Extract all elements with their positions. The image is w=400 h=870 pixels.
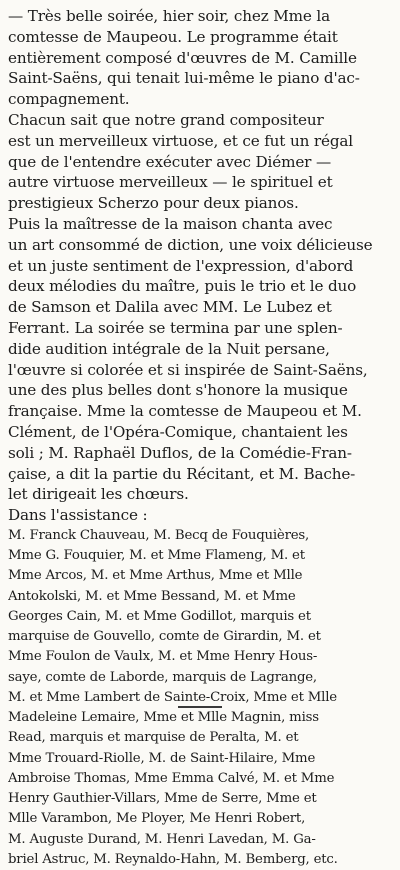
- text-line: est un merveilleux virtuose, et ce fut un régal: [8, 131, 354, 150]
- text-line: Puis la maîtresse de la maison chanta avec: [8, 214, 333, 233]
- text-line: compagnement.: [8, 90, 130, 109]
- text-line: entièrement composé d'œuvres de M. Camille: [8, 48, 357, 67]
- text-line: let dirigeait les chœurs.: [8, 485, 189, 504]
- text-line: comtesse de Maupeou. Le programme était: [8, 27, 338, 46]
- text-line: çaise, a dit la partie du Récitant, et M. Bache-: [8, 464, 356, 483]
- guest-line: Madeleine Lemaire, Mme et Mlle Magnin, miss: [8, 710, 319, 726]
- guest-line: Antokolski, M. et Mme Bessand, M. et Mme: [8, 588, 296, 604]
- text-line: prestigieux Scherzo pour deux pianos.: [8, 194, 299, 213]
- assistance-heading: Dans l'assistance :: [8, 506, 148, 525]
- guest-line: Mme Trouard-Riolle, M. de Saint-Hilaire, Mme: [8, 750, 316, 766]
- text-line: Saint-Saëns, qui tenait lui-même le piano d'ac-: [8, 69, 360, 88]
- text-line: dide audition intégrale de la Nuit persane,: [8, 339, 330, 358]
- text-line: un art consommé de diction, une voix délicieuse: [8, 235, 373, 254]
- paragraph-intro: [8, 6, 392, 110]
- guest-line: Georges Cain, M. et Mme Godillot, marquis et: [8, 608, 311, 624]
- text-line: que de l'entendre exécuter avec Diémer —: [8, 152, 331, 171]
- guest-line: marquise de Gouvello, comte de Girardin, M. et: [8, 629, 321, 645]
- text-line: une des plus belles dont s'honore la musique: [8, 381, 348, 400]
- text-line: Chacun sait que notre grand compositeur: [8, 110, 324, 129]
- text-line: autre virtuose merveilleux — le spirituel et: [8, 173, 333, 192]
- guest-line: M. Franck Chauveau, M. Becq de Fouquières,: [8, 527, 310, 543]
- section-divider: [178, 706, 222, 708]
- guest-line: Mme Arcos, M. et Mme Arthus, Mme et Mlle: [8, 568, 303, 584]
- newspaper-article: [8, 6, 392, 870]
- paragraph-guest-list: [8, 526, 392, 870]
- guest-line: Henry Gauthier-Villars, Mme de Serre, Mme et: [8, 791, 317, 807]
- text-line: Clément, de l'Opéra-Comique, chantaient les: [8, 422, 348, 441]
- text-line: de Samson et Dalila avec MM. Le Lubez et: [8, 298, 332, 317]
- text-line: l'œuvre si colorée et si inspirée de Saint-Saëns,: [8, 360, 368, 379]
- guest-line: Ambroise Thomas, Mme Emma Calvé, M. et Mme: [8, 770, 335, 786]
- paragraph-composer: [8, 110, 392, 214]
- guest-line: Read, marquis et marquise de Peralta, M. et: [8, 730, 299, 746]
- guest-line: M. et Mme Lambert de Sainte-Croix, Mme et Mlle: [8, 689, 337, 705]
- text-line: — Très belle soirée, hier soir, chez Mme la: [8, 7, 331, 25]
- text-line: deux mélodies du maître, puis le trio et le duo: [8, 277, 357, 296]
- guest-line: briel Astruc, M. Reynaldo-Hahn, M. Bemberg, etc.: [8, 851, 338, 867]
- guest-line: Mme Foulon de Vaulx, M. et Mme Henry Hous-: [8, 649, 318, 665]
- guest-line: Mlle Varambon, Me Ployer, Me Henri Robert,: [8, 811, 306, 827]
- text-line: et un juste sentiment de l'expression, d'abord: [8, 256, 354, 275]
- guest-line: saye, comte de Laborde, marquis de Lagrange,: [8, 669, 317, 685]
- text-line: soli ; M. Raphaël Duflos, de la Comédie-Fran-: [8, 443, 352, 462]
- text-line: Ferrant. La soirée se termina par une splen-: [8, 318, 343, 337]
- paragraph-program: [8, 214, 392, 505]
- text-line: française. Mme la comtesse de Maupeou et M.: [8, 402, 362, 421]
- guest-line: M. Auguste Durand, M. Henri Lavedan, M. Ga-: [8, 831, 316, 847]
- guest-line: Mme G. Fouquier, M. et Mme Flameng, M. et: [8, 548, 305, 564]
